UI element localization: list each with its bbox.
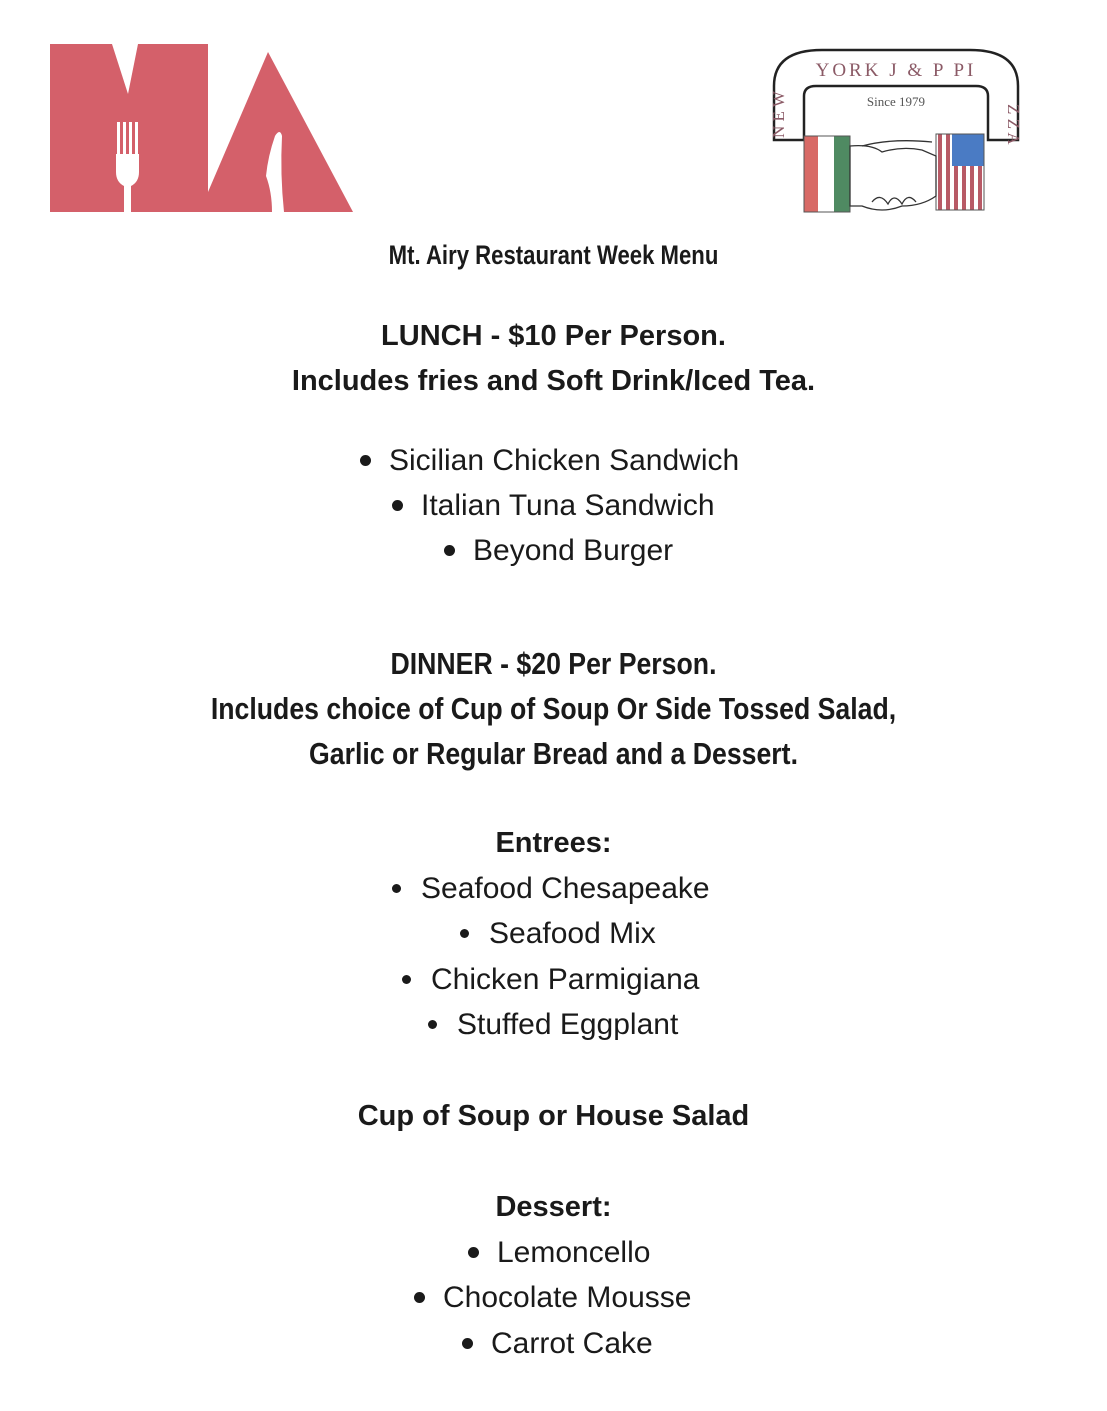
handshake-icon bbox=[850, 141, 936, 210]
bullet-icon bbox=[444, 545, 455, 556]
lunch-includes: Includes fries and Soft Drink/Iced Tea. bbox=[291, 365, 816, 397]
side-heading: Cup of Soup or House Salad bbox=[357, 1100, 750, 1132]
bullet-icon bbox=[402, 975, 411, 984]
dinner-includes-line1: Includes choice of Cup of Soup Or Side Tossed Salad, bbox=[210, 691, 897, 726]
entree-item: Seafood Mix bbox=[460, 911, 656, 956]
lunch-heading: LUNCH - $10 Per Person. bbox=[381, 320, 726, 352]
lunch-item: Italian Tuna Sandwich bbox=[392, 483, 715, 528]
ny-jp-pizza-logo bbox=[762, 46, 1030, 226]
bullet-icon bbox=[392, 500, 403, 511]
dinner-heading: DINNER - $20 Per Person. bbox=[390, 646, 717, 681]
dessert-item: Carrot Cake bbox=[462, 1321, 653, 1366]
dessert-item: Lemoncello bbox=[468, 1230, 650, 1275]
usa-flag bbox=[936, 134, 984, 210]
bullet-icon bbox=[428, 1020, 437, 1029]
page-title: Mt. Airy Restaurant Week Menu bbox=[388, 240, 719, 270]
mt-airy-logo bbox=[50, 44, 355, 212]
entrees-heading: Entrees: bbox=[495, 827, 612, 859]
lunch-item: Beyond Burger bbox=[444, 528, 673, 573]
dessert-item: Chocolate Mousse bbox=[414, 1275, 691, 1320]
bullet-icon bbox=[392, 884, 401, 893]
entree-item: Stuffed Eggplant bbox=[428, 1002, 678, 1047]
italy-flag bbox=[804, 136, 850, 212]
bullet-icon bbox=[414, 1292, 425, 1303]
arc-text: YORK J & P PI bbox=[815, 60, 977, 81]
since-text: Since 1979 bbox=[866, 94, 926, 109]
bullet-icon bbox=[460, 929, 469, 938]
logo-m-right bbox=[128, 44, 208, 212]
dessert-heading: Dessert: bbox=[495, 1191, 612, 1223]
svg-text:Z Z A: Z Z A bbox=[1004, 104, 1023, 145]
bullet-icon bbox=[462, 1338, 473, 1349]
logo-m-left bbox=[50, 44, 128, 212]
svg-text:N E W: N E W bbox=[769, 91, 788, 138]
dinner-includes-line2: Garlic or Regular Bread and a Dessert. bbox=[309, 736, 798, 771]
bullet-icon bbox=[360, 455, 371, 466]
entree-item: Chicken Parmigiana bbox=[402, 957, 699, 1002]
bullet-icon bbox=[468, 1247, 479, 1258]
entree-item: Seafood Chesapeake bbox=[392, 866, 710, 911]
lunch-item: Sicilian Chicken Sandwich bbox=[360, 438, 739, 483]
